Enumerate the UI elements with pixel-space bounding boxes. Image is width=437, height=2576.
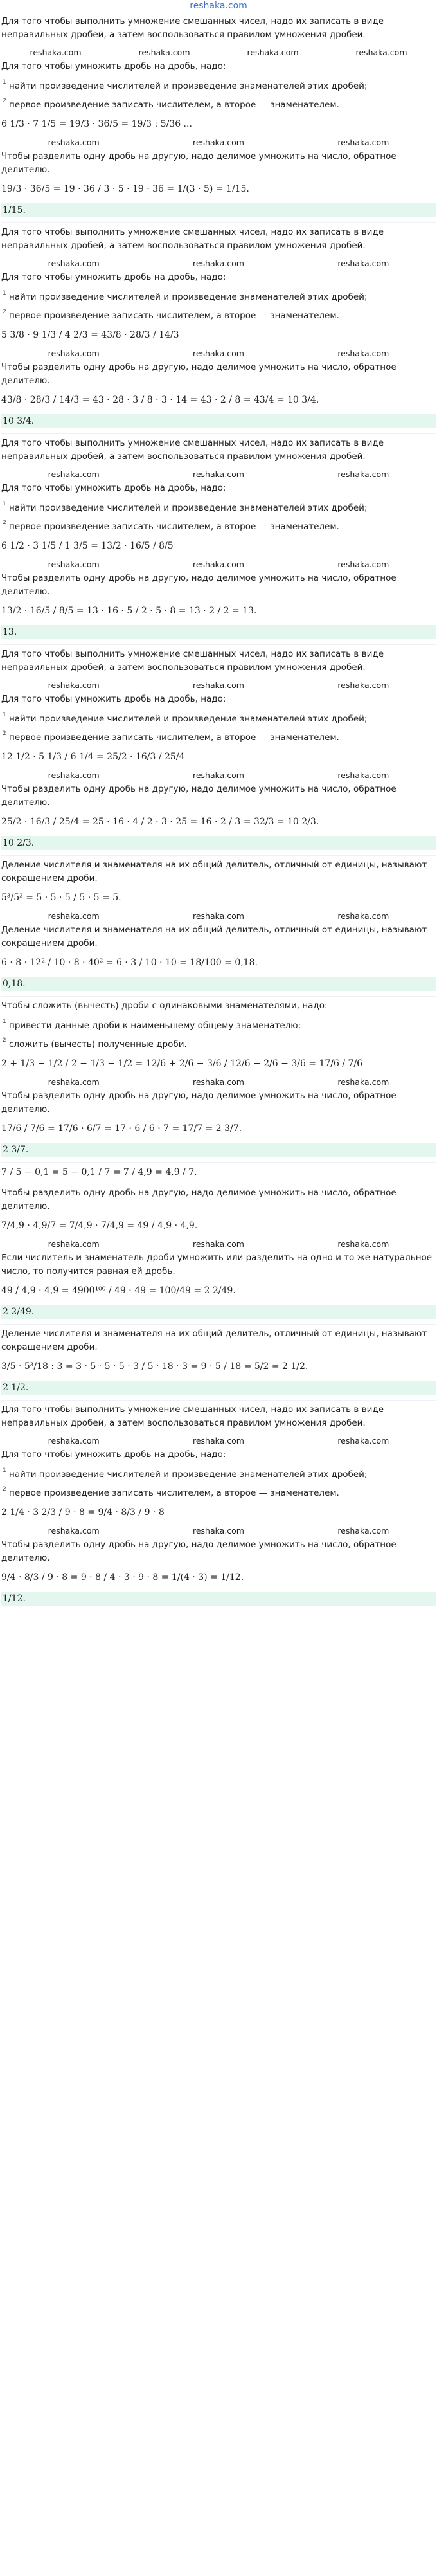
answer-box: 1/15. — [1, 203, 436, 217]
watermark: reshaka.com — [337, 1526, 389, 1536]
formula: 6 1/2 · 3 1/5 / 1 3/5 = 13/2 · 16/5 / 8/5 — [1, 541, 174, 551]
watermark: reshaka.com — [48, 138, 100, 147]
watermark: reshaka.com — [337, 259, 389, 268]
watermark: reshaka.com — [192, 138, 244, 147]
watermark: reshaka.com — [337, 469, 389, 479]
paragraph: Чтобы сложить (вычесть) дроби с одинаковыми знаменателями, надо: — [1, 1001, 328, 1011]
formula: 5 3/8 · 9 1/3 / 4 2/3 = 43/8 · 28/3 / 14/3 — [1, 330, 179, 340]
solution-section-6 — [1, 997, 436, 1163]
watermark: reshaka.com — [48, 559, 100, 569]
paragraph: Для того чтобы выполнить умножение смешанных чисел, надо их записать в виде неправильных дробей, а затем воспользоваться правилом умножения дробей. — [1, 227, 384, 251]
steps-list — [1, 291, 436, 323]
watermark-row — [1, 48, 436, 57]
watermark: reshaka.com — [138, 48, 190, 57]
paragraph: Для того чтобы умножить дробь на дробь, надо: — [1, 694, 226, 704]
site-header — [0, 0, 437, 12]
watermark: reshaka.com — [48, 469, 100, 479]
answer-box: 2 3/7. — [1, 1143, 436, 1157]
paragraph: Для того чтобы умножить дробь на дробь, надо: — [1, 61, 226, 71]
answer-box: 13. — [1, 625, 436, 639]
watermark-row — [1, 1078, 436, 1087]
watermark: reshaka.com — [48, 259, 100, 268]
paragraph: Чтобы разделить одну дробь на другую, надо делимое умножить на число, обратное делителю. — [1, 784, 397, 808]
watermark: reshaka.com — [337, 680, 389, 690]
steps-list — [1, 1468, 436, 1500]
watermark: reshaka.com — [337, 911, 389, 921]
list-item: 1 найти произведение числителей и произведение знаменателей этих дробей; — [3, 290, 368, 302]
formula: 7 / 5 − 0,1 = 5 − 0,1 / 7 = 7 / 4,9 = 4,9 / 7. — [1, 1167, 197, 1177]
list-item: 2 сложить (вычесть) полученные дроби. — [3, 1037, 187, 1049]
answer-box: 0,18. — [1, 977, 436, 991]
watermark-row — [1, 470, 436, 479]
formula: 43/8 · 28/3 / 14/3 = 43 · 28 · 3 / 8 · 3 · 14 = 43 · 2 / 8 = 43/4 = 10 3/4. — [1, 395, 319, 405]
watermark-row — [1, 560, 436, 569]
steps-list — [1, 502, 436, 534]
paragraph: Для того чтобы выполнить умножение смешанных чисел, надо их записать в виде неправильных дробей, а затем воспользоваться правилом умножения дробей. — [1, 1404, 384, 1428]
solution-section-1 — [1, 12, 436, 223]
solution-section-7 — [1, 1163, 436, 1325]
watermark: reshaka.com — [48, 770, 100, 780]
watermark: reshaka.com — [337, 138, 389, 147]
answer-box: 2 2/49. — [1, 1305, 436, 1319]
watermark: reshaka.com — [192, 911, 244, 921]
watermark-row — [1, 771, 436, 780]
solution-section-2 — [1, 223, 436, 434]
solution-content — [0, 12, 437, 1611]
watermark: reshaka.com — [192, 259, 244, 268]
steps-list — [1, 80, 436, 112]
watermark: reshaka.com — [48, 1526, 100, 1536]
watermark: reshaka.com — [337, 349, 389, 358]
list-item: 2 первое произведение записать числителем, а второе — знаменателем. — [3, 98, 339, 110]
watermark: reshaka.com — [337, 1436, 389, 1446]
formula: 2 1/4 · 3 2/3 / 9 · 8 = 9/4 · 8/3 / 9 · 8 — [1, 1507, 165, 1518]
paragraph: Деление числителя и знаменателя на их общий делитель, отличный от единицы, называют сокращением дроби. — [1, 925, 427, 948]
answer-box: 10 3/4. — [1, 414, 436, 428]
paragraph: Чтобы разделить одну дробь на другую, надо делимое умножить на число, обратное делителю. — [1, 1188, 397, 1211]
paragraph: Для того чтобы выполнить умножение смешанных чисел, надо их записать в виде неправильных дробей, а затем воспользоваться правилом умножения дробей. — [1, 649, 384, 673]
list-item: 2 первое произведение записать числителем, а второе — знаменателем. — [3, 730, 339, 743]
watermark: reshaka.com — [355, 48, 407, 57]
list-item: 1 найти произведение числителей и произведение знаменателей этих дробей; — [3, 79, 368, 91]
solution-section-4 — [1, 645, 436, 856]
list-item: 1 найти произведение числителей и произведение знаменателей этих дробей; — [3, 501, 368, 513]
watermark-row — [1, 1437, 436, 1446]
formula: 6 1/3 · 7 1/5 = 19/3 · 36/5 = 19/3 : 5/36 ... — [1, 119, 192, 129]
paragraph: Чтобы разделить одну дробь на другую, надо делимое умножить на число, обратное делителю. — [1, 151, 397, 175]
watermark: reshaka.com — [48, 680, 100, 690]
steps-list — [1, 712, 436, 745]
solution-section-5 — [1, 856, 436, 997]
watermark-row — [1, 349, 436, 358]
watermark: reshaka.com — [192, 1436, 244, 1446]
list-item: 2 первое произведение записать числителем, а второе — знаменателем. — [3, 520, 339, 532]
watermark-row — [1, 1527, 436, 1536]
paragraph: Деление числителя и знаменателя на их общий делитель, отличный от единицы, называют сокращением дроби. — [1, 1329, 427, 1352]
formula: 17/6 / 7/6 = 17/6 · 6/7 = 17 · 6 / 6 · 7 = 17/7 = 2 3/7. — [1, 1123, 242, 1134]
answer-box: 1/12. — [1, 1592, 436, 1606]
paragraph: Если числитель и знаменатель дроби умножить или разделить на одно и то же натуральное число, то получится равная ей дробь. — [1, 1253, 433, 1276]
watermark: reshaka.com — [247, 48, 299, 57]
watermark: reshaka.com — [30, 48, 82, 57]
watermark: reshaka.com — [192, 559, 244, 569]
watermark-row — [1, 138, 436, 147]
answer-box: 10 2/3. — [1, 836, 436, 850]
watermark: reshaka.com — [48, 1077, 100, 1087]
paragraph: Для того чтобы выполнить умножение смешанных чисел, надо их записать в виде неправильных дробей, а затем воспользоваться правилом умножения дробей. — [1, 438, 384, 462]
list-item: 1 найти произведение числителей и произведение знаменателей этих дробей; — [3, 712, 368, 724]
solution-section-8 — [1, 1325, 436, 1401]
paragraph: Для того чтобы умножить дробь на дробь, надо: — [1, 272, 226, 282]
watermark: reshaka.com — [48, 349, 100, 358]
watermark: reshaka.com — [48, 1239, 100, 1249]
formula: 9/4 · 8/3 / 9 · 8 = 9 · 8 / 4 · 3 · 9 · 8 = 1/(4 · 3) = 1/12. — [1, 1572, 244, 1583]
paragraph: Чтобы разделить одну дробь на другую, надо делимое умножить на число, обратное делителю. — [1, 362, 397, 386]
list-item: 1 найти произведение числителей и произведение знаменателей этих дробей; — [3, 1467, 368, 1480]
paragraph: Чтобы разделить одну дробь на другую, надо делимое умножить на число, обратное делителю. — [1, 1539, 397, 1563]
watermark: reshaka.com — [192, 770, 244, 780]
formula: 7/4,9 · 4,9/7 = 7/4,9 · 7/4,9 = 49 / 4,9 · 4,9. — [1, 1220, 198, 1231]
list-item: 2 первое произведение записать числителем, а второе — знаменателем. — [3, 309, 339, 321]
formula: 2 + 1/3 − 1/2 / 2 − 1/3 − 1/2 = 12/6 + 2/6 − 3/6 / 12/6 − 2/6 − 3/6 = 17/6 / 7/6 — [1, 1058, 363, 1069]
watermark: reshaka.com — [192, 1526, 244, 1536]
watermark-row — [1, 1240, 436, 1249]
watermark: reshaka.com — [192, 680, 244, 690]
paragraph: Для того чтобы умножить дробь на дробь, надо: — [1, 483, 226, 493]
formula: 19/3 · 36/5 = 19 · 36 / 3 · 5 · 19 · 36 = 1/(3 · 5) = 1/15. — [1, 184, 249, 194]
formula: 13/2 · 16/5 / 8/5 = 13 · 16 · 5 / 2 · 5 · 8 = 13 · 2 / 2 = 13. — [1, 606, 257, 616]
paragraph: Чтобы разделить одну дробь на другую, надо делимое умножить на число, обратное делителю. — [1, 1091, 397, 1114]
formula: 3/5 · 5³/18 : 3 = 3 · 5 · 5 · 5 · 3 / 5 · 18 · 3 = 9 · 5 / 18 = 5/2 = 2 1/2. — [1, 1361, 308, 1372]
paragraph: Для того чтобы выполнить умножение смешанных чисел, надо их записать в виде неправильных дробей, а затем воспользоваться правилом умножения дробей. — [1, 16, 384, 40]
watermark-row — [1, 912, 436, 921]
steps-list — [1, 1019, 436, 1051]
solution-section-3 — [1, 434, 436, 645]
formula: 12 1/2 · 5 1/3 / 6 1/4 = 25/2 · 16/3 / 25/4 — [1, 752, 185, 762]
paragraph: Чтобы разделить одну дробь на другую, надо делимое умножить на число, обратное делителю. — [1, 573, 397, 597]
watermark: reshaka.com — [192, 349, 244, 358]
paragraph: Деление числителя и знаменателя на их общий делитель, отличный от единицы, называют сокращением дроби. — [1, 860, 427, 884]
watermark: reshaka.com — [337, 559, 389, 569]
watermark: reshaka.com — [192, 1077, 244, 1087]
list-item: 1 привести данные дроби к наименьшему общему знаменателю; — [3, 1019, 301, 1031]
list-item: 2 первое произведение записать числителем, а второе — знаменателем. — [3, 1486, 339, 1498]
watermark: reshaka.com — [192, 469, 244, 479]
watermark-row — [1, 259, 436, 268]
watermark: reshaka.com — [337, 1239, 389, 1249]
watermark: reshaka.com — [192, 1239, 244, 1249]
answer-box: 2 1/2. — [1, 1381, 436, 1395]
watermark: reshaka.com — [48, 1436, 100, 1446]
solution-section-9 — [1, 1401, 436, 1611]
formula: 6 · 8 · 12² / 10 · 8 · 40² = 6 · 3 / 10 · 10 = 18/100 = 0,18. — [1, 957, 258, 968]
watermark: reshaka.com — [337, 1077, 389, 1087]
watermark: reshaka.com — [337, 770, 389, 780]
watermark-row — [1, 681, 436, 690]
watermark: reshaka.com — [48, 911, 100, 921]
paragraph: Для того чтобы умножить дробь на дробь, надо: — [1, 1449, 226, 1460]
formula: 5³/5² = 5 · 5 · 5 / 5 · 5 = 5. — [1, 893, 121, 903]
formula: 49 / 4,9 · 4,9 = 4900¹⁰⁰ / 49 · 49 = 100/49 = 2 2/49. — [1, 1285, 236, 1296]
formula: 25/2 · 16/3 / 25/4 = 25 · 16 · 4 / 2 · 3 · 25 = 16 · 2 / 3 = 32/3 = 10 2/3. — [1, 817, 319, 827]
site-logo[interactable]: reshaka.com — [190, 1, 247, 11]
